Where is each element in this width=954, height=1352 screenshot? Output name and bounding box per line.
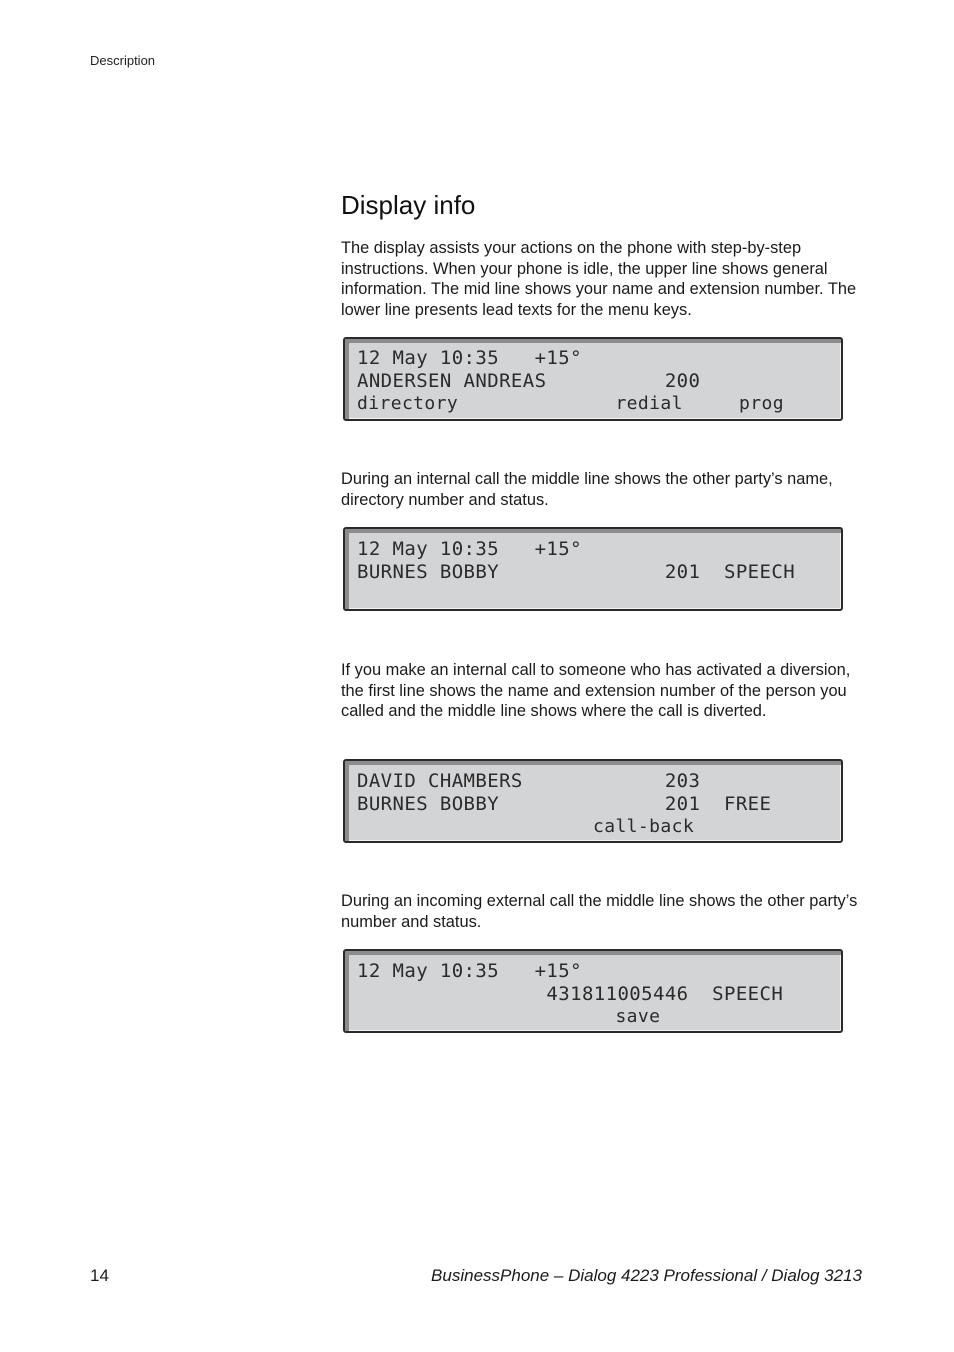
- intro-paragraph: The display assists your actions on the phone with step-by-step instructions. When your phone is idle, the upper line shows general information. The mid line shows your name and extension number. The lower line presents lead texts for the menu keys.: [341, 239, 857, 319]
- display-external-call: [343, 949, 843, 1033]
- display-line-1: DAVID CHAMBERS 203: [357, 770, 701, 792]
- display-internal-call: [343, 527, 843, 611]
- page-title: Display info: [341, 190, 476, 220]
- display-line-2: ANDERSEN ANDREAS 200: [357, 370, 701, 392]
- footer-doc-title: BusinessPhone – Dialog 4223 Professional / Dialog 3213: [431, 1266, 862, 1285]
- internal-call-paragraph: During an internal call the middle line shows the other party’s name, directory number and status.: [341, 470, 833, 509]
- display-line-2: 431811005446 SPEECH: [357, 983, 784, 1005]
- display-line-1: 12 May 10:35 +15°: [357, 538, 582, 560]
- display-line-2: BURNES BOBBY 201 FREE: [357, 793, 772, 815]
- display-line-1: 12 May 10:35 +15°: [357, 347, 582, 369]
- display-diverted-call: [343, 759, 843, 843]
- display-idle: [343, 337, 843, 421]
- display-line-2: BURNES BOBBY 201 SPEECH: [357, 561, 796, 583]
- display-line-3: call-back: [357, 816, 695, 837]
- page-number: 14: [90, 1266, 109, 1285]
- display-line-1: 12 May 10:35 +15°: [357, 960, 582, 982]
- diversion-paragraph: If you make an internal call to someone who has activated a diversion, the first line shows the name and extension number of the person you called and the middle line shows where the call is diverted.: [341, 661, 851, 721]
- section-label: Description: [90, 53, 156, 68]
- display-line-3: save: [357, 1006, 661, 1027]
- display-line-3: directory redial prog: [357, 393, 785, 414]
- external-call-paragraph: During an incoming external call the middle line shows the other party’s number and status.: [341, 892, 858, 931]
